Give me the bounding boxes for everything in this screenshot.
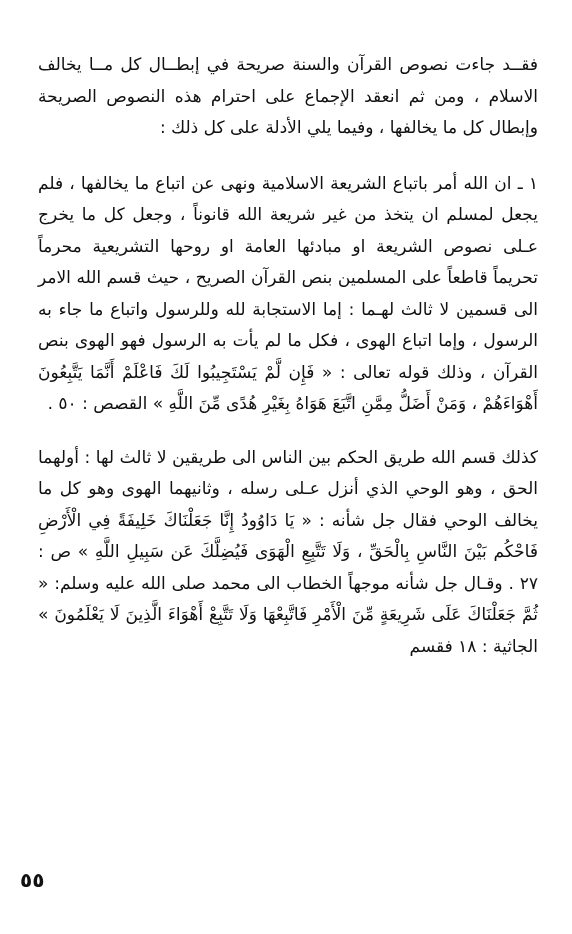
page-number: ٥٥: [20, 868, 45, 892]
paragraph-intro: فقــد جاءت نصوص القرآن والسنة صريحة في إبطــال كل مــا يخالف الاسلام ، ومن ثم انعقد الإجماع على احترام هذه النصوص الصريحة وإبطال كل ما يخالفها ، وفيما يلي الأدلة على كل ذلك :: [38, 55, 538, 138]
paragraph-judgement-paths: كذلك قسم الله طريق الحكم بين الناس الى طريقين لا ثالث لها : أولهما الحق ، وهو الوحي الذي أنزل عـلى رسله ، وثانيهما الهوى وهو كل ما يخالف الوحي فقال جل شأنه : « يَا دَاوُودُ إِنَّا جَعَلْنَاكَ خَلِيفَةً فِي الْأَرْضِ فَاحْكُم بَيْنَ النَّاسِ بِالْحَقِّ ، وَلَا تَتَّبِعِ الْهَوَى فَيُضِلَّكَ عَن سَبِيلِ اللَّهِ » ص : ٢٧ . وقـال جل شأنه موجهاً الخطاب الى محمد صلى الله عليه وسلم: « ثُمَّ جَعَلْنَاكَ عَلَى شَرِيعَةٍ مِّنَ الْأَمْرِ فَاتَّبِعْهَا وَلَا تَتَّبِعْ أَهْوَاءَ الَّذِينَ لَا يَعْلَمُونَ » الجاثية : ١٨ فقسم: [38, 447, 538, 657]
paragraph-evidence-one: ١ ـ ان الله أمر باتباع الشريعة الاسلامية ونهى عن اتباع ما يخالفها ، فلم يجعل لمسلم ان يتخذ من غير شريعة الله قانوناً ، وجعل كل ما يخرج عـلى نصوص الشريعة او مبادئها العامة او روحها التشريعية محرماً تحريماً قاطعاً على المسلمين بنص القرآن الصريح ، حيث قسم الله الامر الى قسمين لا ثالث لهـما : إما الاستجابة لله وللرسول واتباع ما جاء به الرسول ، وإما اتباع الهوى ، فكل ما لم يأت به الرسول فهو الهوى بنص القرآن ، وذلك قوله تعالى : « فَإِن لَّمْ يَسْتَجِيبُوا لَكَ فَاعْلَمْ أَنَّمَا يَتَّبِعُونَ أَهْوَاءَهُمْ ، وَمَنْ أَضَلُّ مِمَّنِ اتَّبَعَ هَوَاهُ بِغَيْرِ هُدًى مِّنَ اللَّهِ » القصص : ٥٠ .: [38, 173, 538, 414]
page-body: [38, 50, 538, 890]
